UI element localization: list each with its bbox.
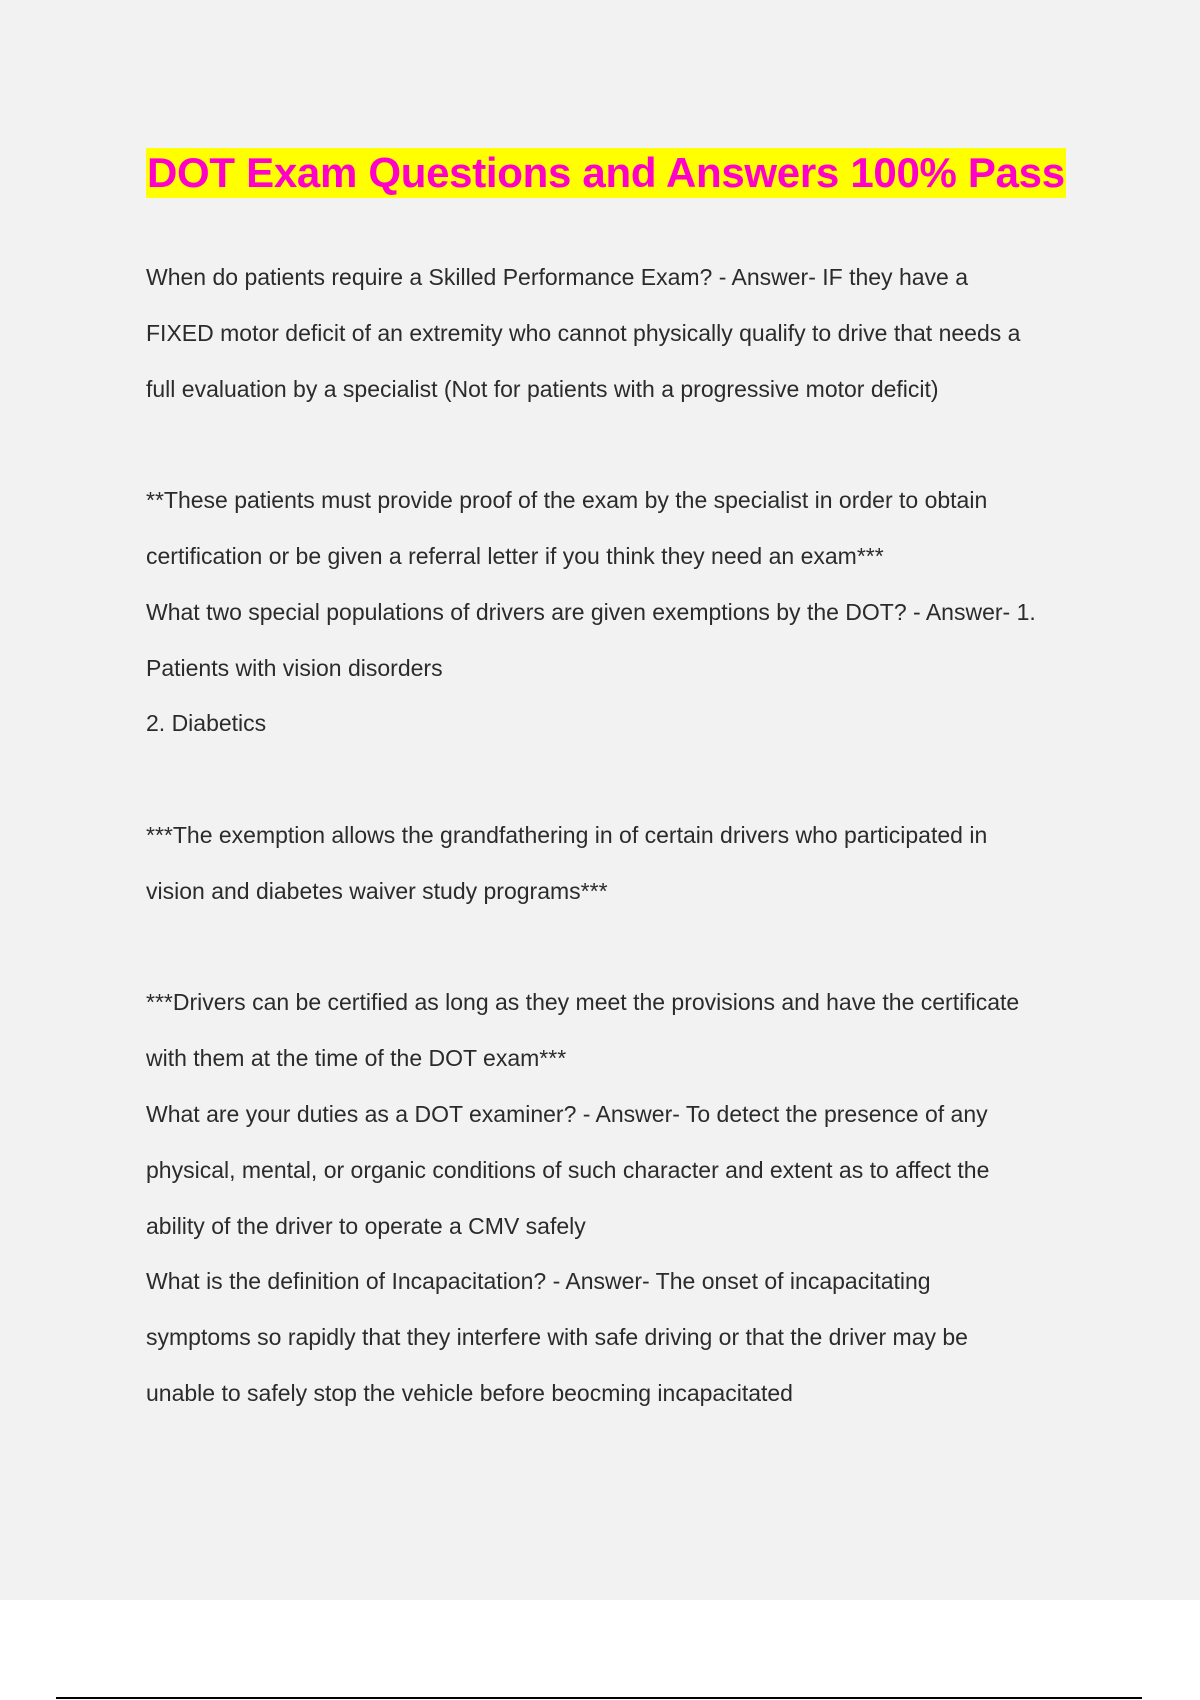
text-line: physical, mental, or organic conditions of such character and extent as to affect the <box>146 1156 990 1183</box>
text-line: vision and diabetes waiver study programs*** <box>146 877 608 904</box>
text-line: What two special populations of drivers are given exemptions by the DOT? - Answer- 1. <box>146 598 1036 625</box>
text-line: certification or be given a referral letter if you think they need an exam*** <box>146 542 884 569</box>
text-line: Patients with vision disorders <box>146 654 443 681</box>
text-line: 2. Diabetics <box>146 710 267 737</box>
paragraph-gap <box>146 752 1106 808</box>
text-line: with them at the time of the DOT exam*** <box>146 1045 567 1072</box>
text-line: symptoms so rapidly that they interfere with safe driving or that the driver may be <box>146 1324 968 1351</box>
document-content <box>146 148 1106 1422</box>
document-body <box>146 250 1106 1422</box>
text-line: ***Drivers can be certified as long as they meet the provisions and have the certificate <box>146 989 1020 1016</box>
footer-divider <box>56 1697 1142 1699</box>
text-line: **These patients must provide proof of the exam by the specialist in order to obtain <box>146 487 988 514</box>
text-line: What are your duties as a DOT examiner? - Answer- To detect the presence of any <box>146 1100 988 1127</box>
paragraph-gap <box>146 920 1106 976</box>
text-line: When do patients require a Skilled Performance Exam? - Answer- IF they have a <box>146 264 969 290</box>
text-line: unable to safely stop the vehicle before beocming incapacitated <box>146 1379 793 1406</box>
text-line: What is the definition of Incapacitation? - Answer- The onset of incapacitating <box>146 1268 931 1295</box>
document-title: DOT Exam Questions and Answers 100% Pass <box>147 149 1065 196</box>
text-line: FIXED motor deficit of an extremity who cannot physically qualify to drive that needs a <box>146 319 1021 346</box>
text-line: ability of the driver to operate a CMV safely <box>146 1212 586 1239</box>
text-line: ***The exemption allows the grandfathering in of certain drivers who participated in <box>146 821 988 848</box>
paragraph-gap <box>146 417 1106 473</box>
text-line: full evaluation by a specialist (Not for patients with a progressive motor deficit) <box>146 375 939 402</box>
